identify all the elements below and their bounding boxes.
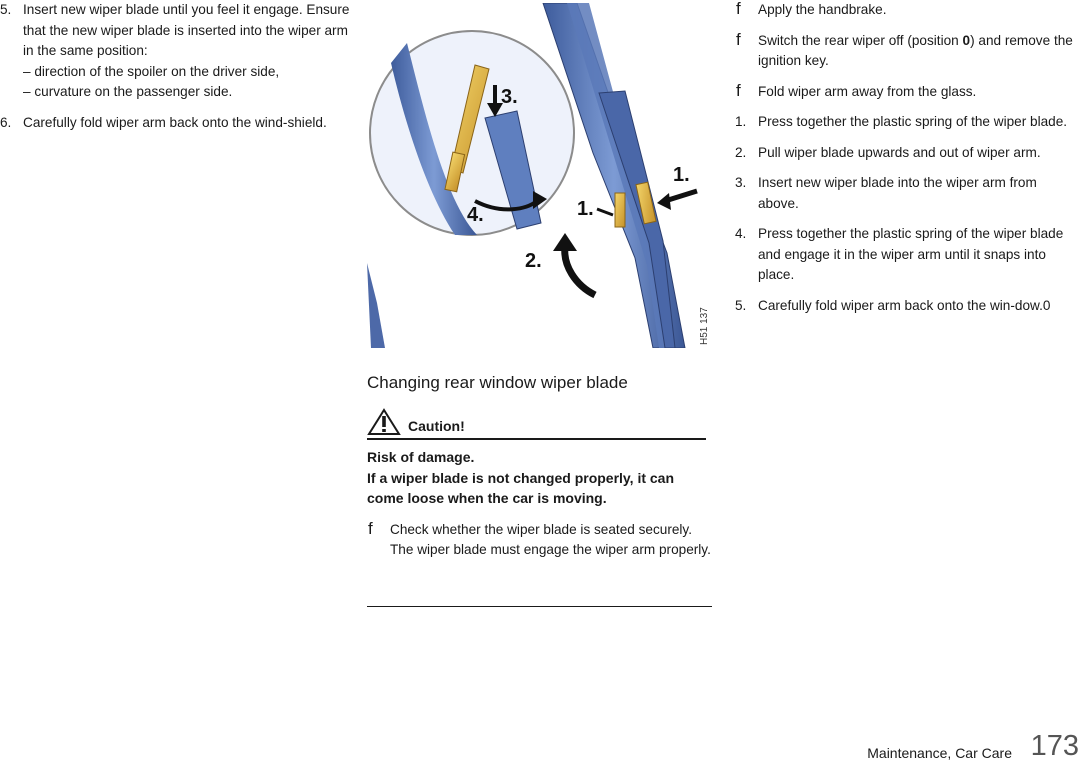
step-3 [735,173,1079,214]
middle-column [367,0,713,759]
step-4 [735,224,1079,286]
step-5 [0,0,350,103]
prep-step [735,82,1079,103]
label-1-left: 1. [577,198,594,220]
step-number: 4. [735,226,747,241]
step-text: Carefully fold wiper arm back onto the wind-shield. [23,114,327,130]
prep-text: ) and remove the ignition key. [758,32,1073,68]
step-text: Press together the plastic spring of the wiper blade and engage it in the wiper arm until it snaps into place. [758,226,1064,282]
prep-text: Apply the handbrake. [758,2,887,17]
figure-caption: Changing rear window wiper blade [367,373,628,392]
figure-code: H51 137 [699,307,710,345]
step-text: Press together the plastic spring of the wiper blade. [758,114,1068,129]
step-2 [735,143,1079,164]
risk-description: If a wiper blade is not changed properly, it can come loose when the car is moving. [367,469,675,506]
warning-icon [367,408,401,436]
check-text: The wiper blade must engage the wiper arm properly. [390,542,711,557]
wiper-blade-illustration [367,3,713,348]
caution-risk [367,447,712,509]
caution-title: Caution! [408,418,465,434]
step-number: 6. [0,114,12,130]
caution-divider [367,606,712,607]
step-subline: – curvature on the passenger side. [23,84,233,99]
step-6 [0,113,350,134]
step-text: Insert new wiper blade into the wiper arm from above. [758,175,1037,211]
step-text: Insert new wiper blade until you feel it engage. Ensure that the new wiper blade is inserted into the wiper arm in the same position: [23,2,350,58]
step-number: 1. [735,114,747,129]
caution-check [367,520,712,561]
wiper-diagram [367,3,713,348]
step-text: Pull wiper blade upwards and out of wiper arm. [758,144,1041,160]
risk-heading: Risk of damage. [367,449,475,465]
label-2: 2. [525,250,542,272]
bullet-icon: f [368,518,373,538]
page-footer [779,730,1079,762]
step-number: 3. [735,175,747,190]
page-number: 173 [1030,730,1079,762]
label-1-right: 1. [673,164,690,186]
right-column [735,0,1079,326]
prep-text: Switch the rear wiper off (position [758,32,963,48]
section-title: Maintenance, Car Care [867,745,1012,761]
bullet-icon: f [736,29,741,49]
step-subline: – direction of the spoiler on the driver side, [23,63,280,79]
step-1 [735,112,1079,133]
bullet-icon: f [736,0,741,18]
caution-header [367,408,706,440]
caution-body [367,447,712,571]
position-key: 0 [962,32,971,48]
check-text: Check whether the wiper blade is seated securely. [390,521,692,537]
label-3: 3. [501,86,518,108]
step-number: 5. [735,297,747,313]
step-5 [735,296,1079,317]
step-number: 5. [0,2,12,17]
prep-text: Fold wiper arm away from the glass. [758,83,977,99]
prep-step [735,31,1079,72]
prep-step [735,0,1079,21]
label-4: 4. [467,204,484,226]
step-number: 2. [735,144,747,160]
bullet-icon: f [736,80,741,100]
step-text: Carefully fold wiper arm back onto the win-dow.0 [758,297,1051,313]
left-column [0,0,350,143]
